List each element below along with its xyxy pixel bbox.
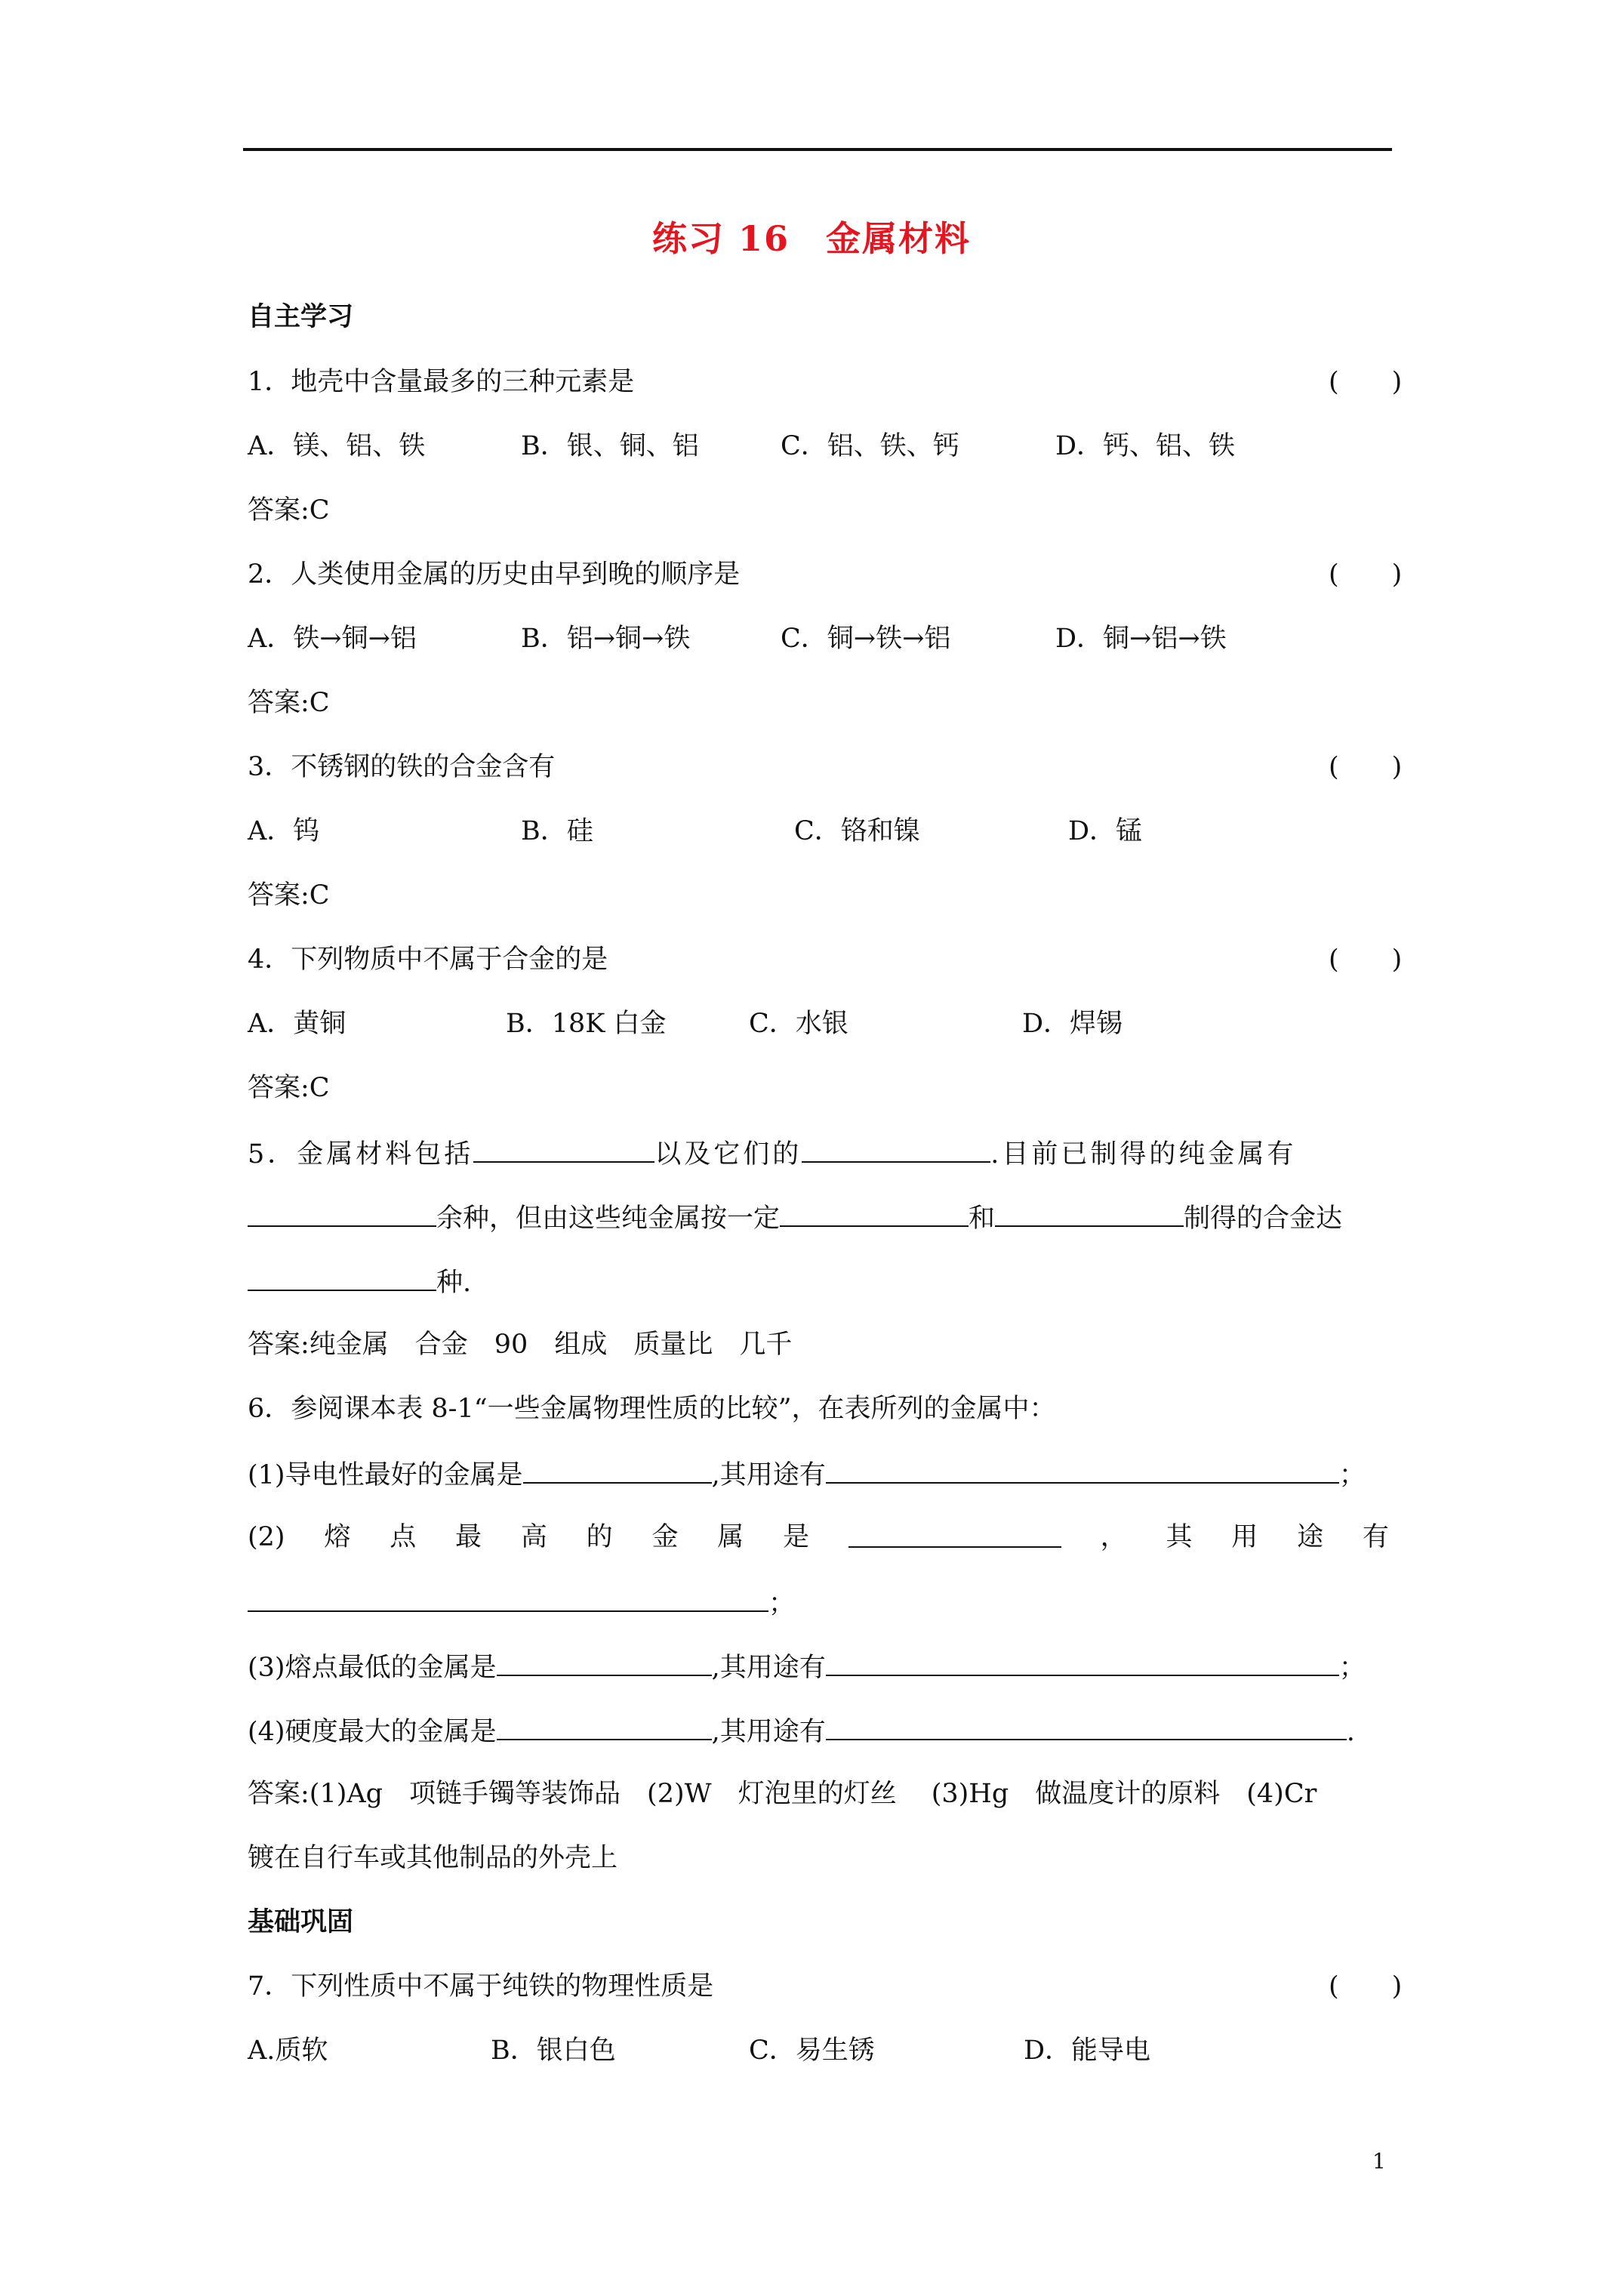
q3-option-a: A．钨 xyxy=(248,816,320,846)
answer-paren: ( ) xyxy=(1329,1971,1403,2002)
q2-answer: 答案:C xyxy=(248,688,330,718)
answer-paren: ( ) xyxy=(1329,367,1403,397)
q6-text: (3)熔点最低的金属是 xyxy=(248,1653,497,1683)
page-title: 练习 16 金属材料 xyxy=(651,218,972,259)
q2-option-a: A．铁→铜→铝 xyxy=(248,624,417,654)
q6-char: 点 xyxy=(390,1522,417,1552)
q6-char: 最 xyxy=(455,1522,482,1552)
q6-answer-line-1: 答案:(1)Ag 项链手镯等装饰品 (2)W 灯泡里的灯丝 (3)Hg 做温度计的原料 (4)Cr xyxy=(248,1779,1317,1809)
q2-option-d: D．铜→铝→铁 xyxy=(1055,624,1227,654)
q6-char: 高 xyxy=(520,1522,547,1552)
q6-text: . xyxy=(1346,1717,1355,1747)
question-5-line-2 xyxy=(248,1198,1342,1237)
q6-text: (1)导电性最好的金属是 xyxy=(248,1460,523,1490)
q3-option-d: D．锰 xyxy=(1068,816,1143,846)
q1-option-a: A．镁、铝、铁 xyxy=(248,431,426,461)
q4-option-c: C．水银 xyxy=(749,1009,848,1039)
q5-text: 种. xyxy=(436,1268,472,1298)
q6-text: ,其用途有 xyxy=(711,1653,826,1683)
q6-part-3 xyxy=(248,1647,1366,1686)
q6-text: ； xyxy=(768,1589,796,1619)
question-2-stem: 2．人类使用金属的历史由早到晚的顺序是 xyxy=(248,559,741,590)
q6-part-1 xyxy=(248,1455,1366,1493)
q6-answer-line-2: 镀在自行车或其他制品的外壳上 xyxy=(248,1843,618,1873)
answer-paren: ( ) xyxy=(1329,752,1403,782)
q7-option-d: D．能导电 xyxy=(1024,2036,1151,2066)
q6-text: (4)硬度最大的金属是 xyxy=(248,1717,497,1747)
q1-answer: 答案:C xyxy=(248,495,330,525)
question-6-stem: 6．参阅课本表 8-1“一些金属物理性质的比较”，在表所列的金属中： xyxy=(248,1394,1056,1424)
q2-option-b: B．铝→铜→铁 xyxy=(521,624,691,654)
q3-option-b: B．硅 xyxy=(521,816,593,846)
q3-answer: 答案:C xyxy=(248,880,330,911)
q6-part-2-line-2 xyxy=(248,1583,795,1622)
q5-text: .目前已制得的纯金属有 xyxy=(990,1139,1297,1170)
q6-text: ,其用途有 xyxy=(711,1717,826,1747)
q1-option-c: C．铝、铁、钙 xyxy=(781,431,959,461)
q4-option-a: A．黄铜 xyxy=(248,1009,346,1039)
q6-char: 属 xyxy=(717,1522,744,1552)
fill-blank[interactable] xyxy=(248,1583,768,1612)
fill-blank[interactable] xyxy=(780,1198,969,1227)
q4-option-d: D．焊锡 xyxy=(1022,1009,1123,1039)
question-3-stem: 3．不锈钢的铁的合金含有 xyxy=(248,752,556,782)
q5-text: 和 xyxy=(969,1203,996,1234)
question-1-stem: 1．地壳中含量最多的三种元素是 xyxy=(248,367,635,397)
q6-text: ； xyxy=(1338,1460,1366,1490)
q4-answer: 答案:C xyxy=(248,1073,330,1103)
q7-option-c: C．易生锈 xyxy=(749,2036,875,2066)
q2-option-c: C．铜→铁→铝 xyxy=(781,624,951,654)
section-heading-self-study: 自主学习 xyxy=(248,301,354,332)
fill-blank[interactable] xyxy=(523,1455,712,1484)
fill-blank[interactable] xyxy=(473,1134,654,1163)
fill-blank[interactable] xyxy=(826,1647,1339,1676)
q6-text: ,其用途有 xyxy=(711,1460,826,1490)
fill-blank[interactable] xyxy=(248,1198,436,1227)
q6-char: (2) xyxy=(248,1522,285,1552)
q5-answer: 答案:纯金属 合金 90 组成 质量比 几千 xyxy=(248,1330,793,1360)
q6-char: 金 xyxy=(651,1522,679,1552)
q6-char: 途 xyxy=(1297,1522,1324,1552)
q1-option-b: B．银、铜、铝 xyxy=(521,431,699,461)
header-rule xyxy=(243,148,1392,151)
page-number: 1 xyxy=(1372,2149,1386,2174)
q6-part-4 xyxy=(248,1712,1355,1750)
q6-char: 熔 xyxy=(324,1522,351,1552)
question-7-stem: 7．下列性质中不属于纯铁的物理性质是 xyxy=(248,1971,714,2002)
q7-option-b: B．银白色 xyxy=(491,2036,616,2066)
answer-paren: ( ) xyxy=(1329,945,1403,975)
q7-option-a: A.质软 xyxy=(248,2036,328,2066)
fill-blank[interactable] xyxy=(248,1262,436,1291)
q5-text: 余种，但由这些纯金属按一定 xyxy=(436,1203,781,1234)
q6-char: ， xyxy=(1100,1522,1127,1552)
answer-paren: ( ) xyxy=(1329,559,1403,590)
q5-text: 5．金属材料包括 xyxy=(248,1139,474,1170)
fill-blank[interactable] xyxy=(848,1519,1061,1548)
q3-option-c: C．铬和镍 xyxy=(794,816,920,846)
question-5-line-1 xyxy=(248,1134,1296,1173)
q4-option-b: B．18K 白金 xyxy=(506,1009,667,1039)
q6-char: 的 xyxy=(586,1522,613,1552)
q6-char: 其 xyxy=(1166,1522,1193,1552)
q6-text: ； xyxy=(1338,1653,1366,1683)
q6-char: 用 xyxy=(1231,1522,1258,1552)
question-5-line-3 xyxy=(248,1262,471,1301)
q6-char: 是 xyxy=(783,1522,810,1552)
section-heading-basic-consolidation: 基础巩固 xyxy=(248,1906,354,1937)
q5-text: 以及它们的 xyxy=(654,1139,802,1170)
fill-blank[interactable] xyxy=(497,1712,712,1740)
fill-blank[interactable] xyxy=(497,1647,712,1676)
q1-option-d: D．钙、铝、铁 xyxy=(1055,431,1236,461)
fill-blank[interactable] xyxy=(802,1134,990,1163)
fill-blank[interactable] xyxy=(995,1198,1184,1227)
question-4-stem: 4．下列物质中不属于合金的是 xyxy=(248,945,608,975)
fill-blank[interactable] xyxy=(826,1455,1339,1484)
fill-blank[interactable] xyxy=(826,1712,1347,1740)
q6-char: 有 xyxy=(1362,1522,1389,1552)
q5-text: 制得的合金达 xyxy=(1184,1203,1343,1234)
q6-part-2-line-1 xyxy=(248,1519,1389,1555)
